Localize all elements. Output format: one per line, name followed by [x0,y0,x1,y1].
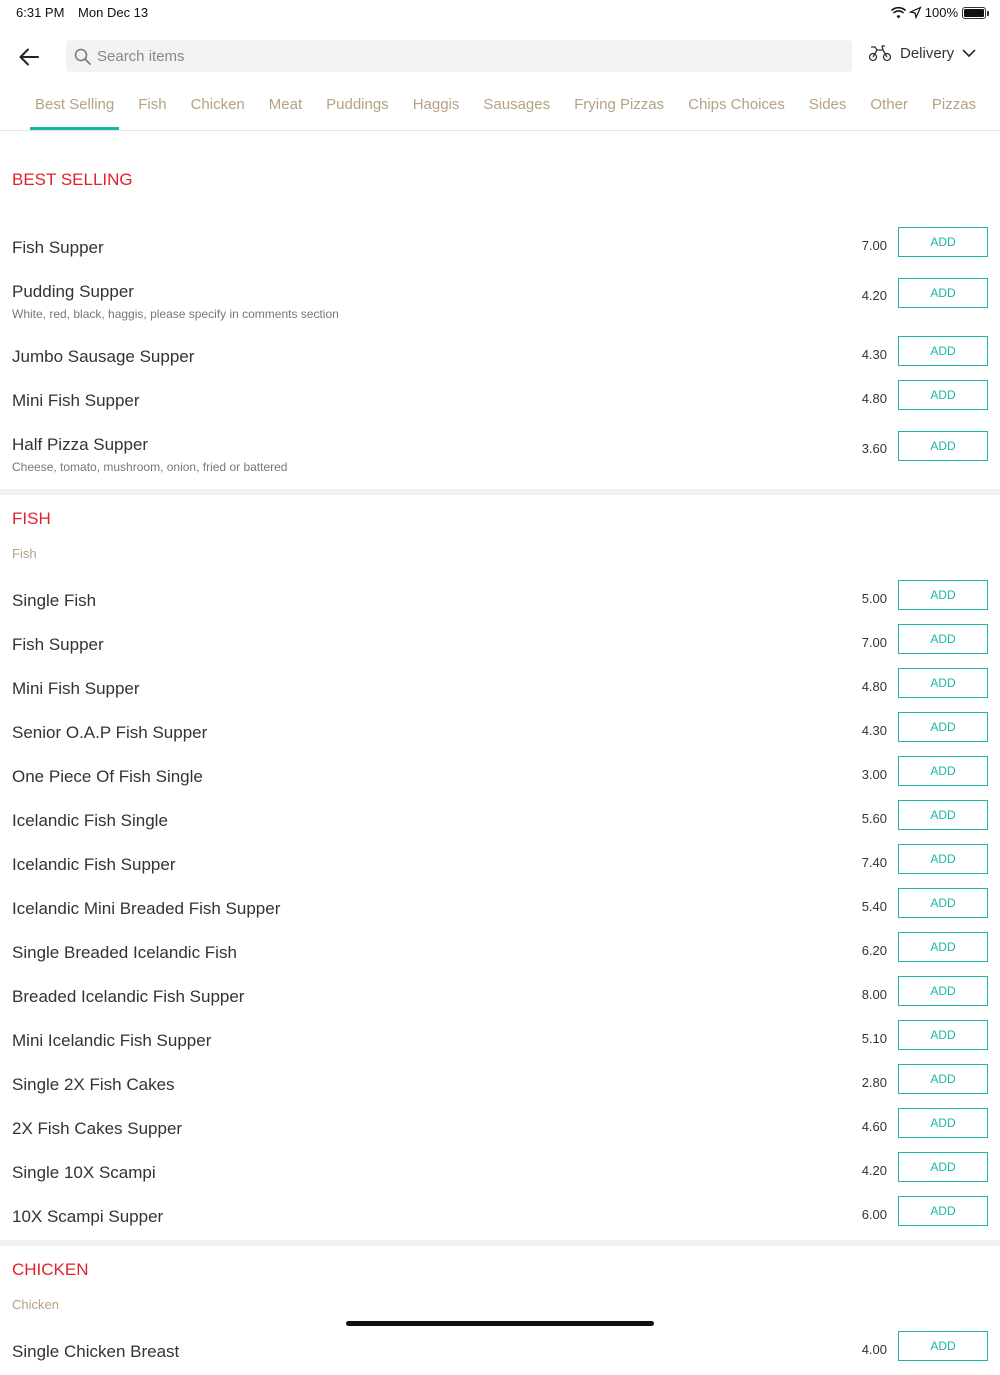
section-title: BEST SELLING [12,170,133,189]
category-tabs [0,88,1000,131]
item-name: Fish Supper [12,238,104,257]
battery-percent: 100% [924,5,958,20]
add-button[interactable]: ADD [898,227,988,257]
item-description: White, red, black, haggis, please specify in comments section [12,307,339,321]
item-price: 3.60 [861,441,887,456]
item-name: Single 2X Fish Cakes [12,1075,175,1094]
item-name: Single 10X Scampi [12,1163,156,1182]
add-button[interactable]: ADD [898,278,988,308]
item-price: 7.00 [861,238,887,253]
add-button[interactable]: ADD [898,1152,988,1182]
item-price: 4.80 [861,679,887,694]
status-right [891,5,986,20]
tab-puddings[interactable]: Puddings [326,96,389,113]
item-price: 6.00 [861,1207,887,1222]
menu-list [0,132,1000,1361]
menu-item [0,1108,1000,1152]
item-price: 2.80 [861,1075,887,1090]
menu-item [0,756,1000,800]
item-price: 5.00 [861,591,887,606]
item-description: Cheese, tomato, mushroom, onion, fried or battered [12,460,288,474]
item-price: 4.80 [861,391,887,406]
search-bar[interactable] [66,40,852,72]
menu-item [0,800,1000,844]
tab-sides[interactable]: Sides [808,96,847,113]
item-price: 5.60 [861,811,887,826]
add-button[interactable]: ADD [898,380,988,410]
item-price: 4.30 [861,723,887,738]
section-subheading: Chicken [12,1297,59,1312]
add-button[interactable]: ADD [898,1064,988,1094]
item-price: 6.20 [861,943,887,958]
back-button[interactable] [14,42,44,72]
delivery-selector[interactable] [868,44,976,62]
wifi-icon [891,7,906,19]
item-name: Senior O.A.P Fish Supper [12,723,208,742]
item-name: Jumbo Sausage Supper [12,347,195,366]
item-price: 5.10 [861,1031,887,1046]
add-button[interactable]: ADD [898,580,988,610]
tab-sausages[interactable]: Sausages [483,96,551,113]
add-button[interactable]: ADD [898,1108,988,1138]
status-bar [0,0,1000,26]
home-indicator [346,1321,654,1326]
item-name: 10X Scampi Supper [12,1207,164,1226]
tab-best-selling[interactable]: Best Selling [23,88,126,130]
add-button[interactable]: ADD [898,336,988,366]
section-subheading: Fish [12,546,37,561]
menu-item [0,227,1000,271]
menu-item [0,1331,1000,1375]
item-name: Single Fish [12,591,97,610]
add-button[interactable]: ADD [898,756,988,786]
tab-frying-pizzas[interactable]: Frying Pizzas [574,96,665,113]
menu-item [0,336,1000,380]
menu-item [0,380,1000,424]
item-price: 4.60 [861,1119,887,1134]
add-button[interactable]: ADD [898,1196,988,1226]
add-button[interactable]: ADD [898,1331,988,1361]
item-name: 2X Fish Cakes Supper [12,1119,183,1138]
chevron-down-icon [962,49,976,58]
tab-haggis[interactable]: Haggis [412,96,460,113]
tab-chips-choices[interactable]: Chips Choices [688,96,785,113]
item-name: Half Pizza Supper [12,435,149,454]
menu-item [0,1020,1000,1064]
item-name: Breaded Icelandic Fish Supper [12,987,245,1006]
add-button[interactable]: ADD [898,932,988,962]
add-button[interactable]: ADD [898,1020,988,1050]
menu-item [0,624,1000,668]
add-button[interactable]: ADD [898,844,988,874]
item-name: Icelandic Fish Single [12,811,168,830]
item-price: 4.30 [861,347,887,362]
menu-item [0,712,1000,756]
status-left [16,5,148,20]
item-price: 5.40 [861,899,887,914]
item-price: 8.00 [861,987,887,1002]
arrow-left-icon [19,48,39,66]
tab-pizzas[interactable]: Pizzas [931,96,977,113]
item-name: Fish Supper [12,635,104,654]
add-button[interactable]: ADD [898,800,988,830]
menu-item [0,888,1000,932]
menu-item [0,932,1000,976]
section-title: FISH [12,509,51,528]
menu-item [0,844,1000,888]
search-input[interactable] [97,48,797,65]
item-name: Mini Icelandic Fish Supper [12,1031,212,1050]
item-name: Mini Fish Supper [12,679,140,698]
header [0,36,1000,76]
tab-meat[interactable]: Meat [268,96,303,113]
delivery-label: Delivery [900,44,955,62]
item-name: Icelandic Mini Breaded Fish Supper [12,899,281,918]
item-price: 4.00 [861,1342,887,1357]
item-name: Icelandic Fish Supper [12,855,176,874]
menu-item [0,1196,1000,1240]
tab-fish[interactable]: Fish [138,96,167,113]
battery-icon [962,7,986,19]
item-price: 7.00 [861,635,887,650]
menu-item [0,1152,1000,1196]
item-name: One Piece Of Fish Single [12,767,203,786]
section-title: CHICKEN [12,1260,89,1279]
add-button[interactable]: ADD [898,624,988,654]
add-button[interactable]: ADD [898,712,988,742]
item-name: Mini Fish Supper [12,391,140,410]
location-arrow-icon [910,7,921,18]
item-price: 3.00 [861,767,887,782]
status-date: Mon Dec 13 [78,5,149,20]
search-icon [74,48,91,65]
item-price: 4.20 [861,1163,887,1178]
add-button[interactable]: ADD [898,888,988,918]
add-button[interactable]: ADD [898,668,988,698]
item-name: Single Breaded Icelandic Fish [12,943,237,962]
tab-other[interactable]: Other [870,96,908,113]
tab-chicken[interactable]: Chicken [190,96,245,113]
menu-item [0,271,1000,336]
item-name: Pudding Supper [12,282,134,301]
menu-item [0,976,1000,1020]
menu-item [0,580,1000,624]
scooter-icon [868,44,892,62]
menu-item [0,424,1000,489]
item-name: Single Chicken Breast [12,1342,180,1361]
menu-item [0,668,1000,712]
menu-item [0,1064,1000,1108]
add-button[interactable]: ADD [898,431,988,461]
item-price: 4.20 [861,288,887,303]
item-price: 7.40 [861,855,887,870]
add-button[interactable]: ADD [898,976,988,1006]
status-time: 6:31 PM [16,5,65,20]
